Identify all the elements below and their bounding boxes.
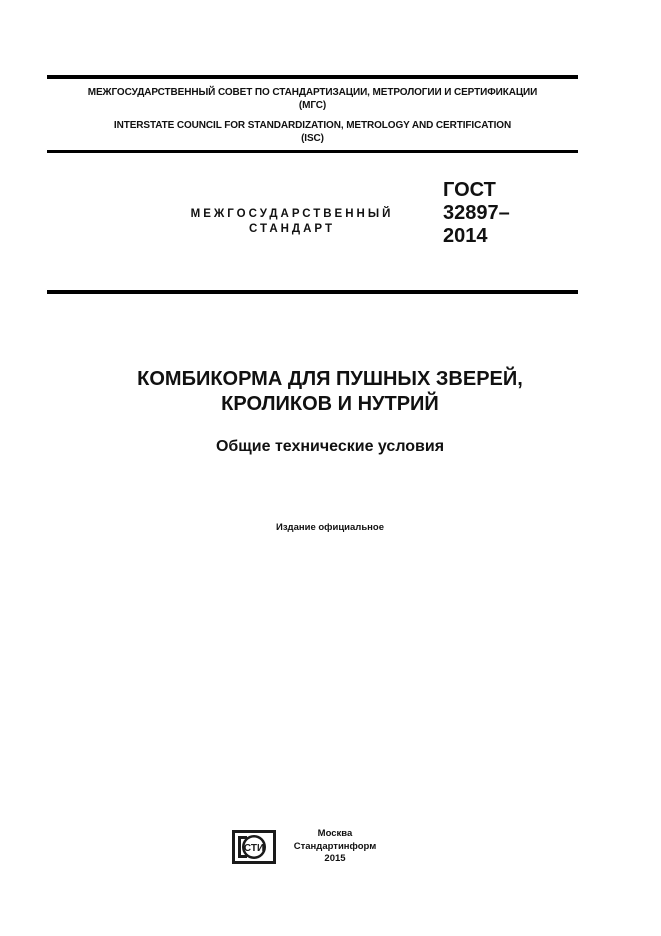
edition-note: Издание официальное (276, 522, 384, 533)
publisher-year: 2015 (324, 853, 346, 864)
council-en-line1: INTERSTATE COUNCIL FOR STANDARDIZATION, METROLOGY AND CERTIFICATION (113, 120, 512, 131)
publisher-name: Стандартинформ (293, 840, 377, 852)
logo-lettering: СТИ (243, 843, 265, 854)
council-ru-abbr: (МГС) (298, 100, 327, 111)
document-title (80, 367, 580, 417)
council-ru-line1: МЕЖГОСУДАРСТВЕННЫЙ СОВЕТ ПО СТАНДАРТИЗАЦИИ, МЕТРОЛОГИИ И СЕРТИФИКАЦИИ (87, 87, 538, 98)
gost-designation (443, 179, 510, 248)
council-name-ru (47, 86, 578, 112)
standartinform-logo-icon (232, 830, 276, 864)
middle-rule (47, 150, 578, 153)
standard-type-label (178, 207, 406, 237)
bottom-rule (47, 290, 578, 294)
gost-prefix: ГОСТ (443, 179, 496, 201)
top-rule (47, 75, 578, 79)
standard-type-line2: СТАНДАРТ (249, 223, 335, 235)
document-subtitle: Общие технические условия (215, 438, 445, 455)
title-line2: КРОЛИКОВ И НУТРИЙ (221, 393, 439, 415)
title-line1: КОМБИКОРМА ДЛЯ ПУШНЫХ ЗВЕРЕЙ, (137, 368, 523, 390)
publisher-city: Москва (317, 828, 353, 839)
gost-number: 32897– (443, 202, 510, 224)
standard-type-line1: МЕЖГОСУДАРСТВЕННЫЙ (190, 208, 394, 220)
council-name-en (47, 119, 578, 145)
gost-year: 2014 (443, 225, 488, 247)
council-en-abbr: (ISC) (301, 133, 324, 144)
publisher-block (280, 828, 390, 866)
